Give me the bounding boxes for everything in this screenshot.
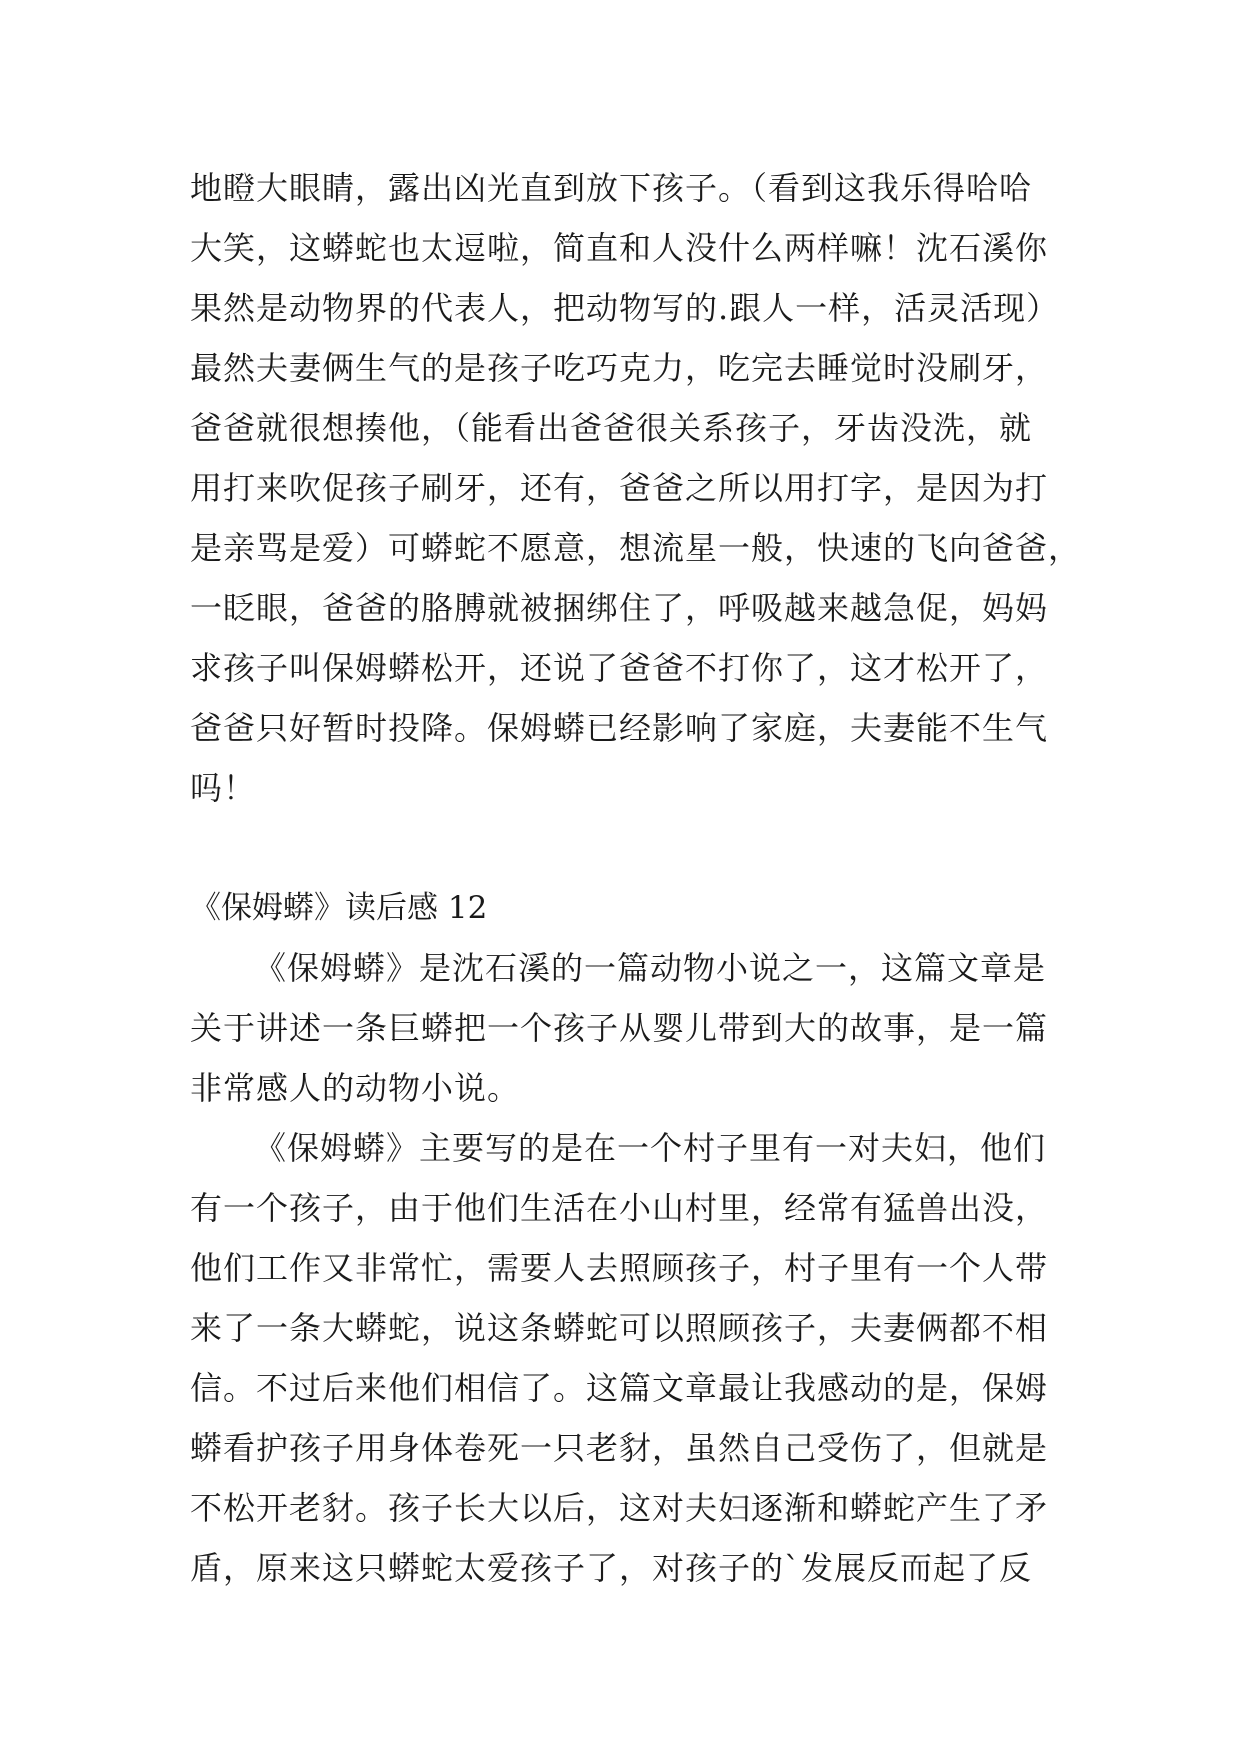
text-line: 最然夫妻俩生气的是孩子吃巧克力，吃完去睡觉时没刷牙， bbox=[190, 349, 1049, 387]
text-line: 用打来吹促孩子刷牙，还有，爸爸之所以用打字，是因为打 bbox=[190, 469, 1049, 507]
text-line: 关于讲述一条巨蟒把一个孩子从婴儿带到大的故事，是一篇 bbox=[190, 1009, 1049, 1047]
text-line: 非常感人的动物小说。 bbox=[190, 1069, 521, 1107]
text-line: 信。不过后来他们相信了。这篇文章最让我感动的是，保姆 bbox=[190, 1369, 1049, 1407]
text-line: 有一个孩子，由于他们生活在小山村里，经常有猛兽出没， bbox=[190, 1189, 1049, 1227]
section-spacer bbox=[190, 818, 1060, 878]
text-line: 地瞪大眼睛，露出凶光直到放下孩子。（看到这我乐得哈哈 bbox=[190, 169, 1033, 207]
text-line: 盾，原来这只蟒蛇太爱孩子了，对孩子的`发展反而起了反 bbox=[190, 1549, 1033, 1587]
text-line: 他们工作又非常忙，需要人去照顾孩子，村子里有一个人带 bbox=[190, 1249, 1049, 1287]
text-line: 《保姆蟒》主要写的是在一个村子里有一对夫妇，他们 bbox=[254, 1129, 1047, 1167]
text-line: 来了一条大蟒蛇，说这条蟒蛇可以照顾孩子，夫妻俩都不相 bbox=[190, 1309, 1049, 1347]
text-line: 是亲骂是爱）可蟒蛇不愿意，想流星一般，快速的飞向爸爸， bbox=[190, 529, 1082, 567]
paragraph-continued bbox=[190, 158, 1082, 818]
text-line: 爸爸就很想揍他，（能看出爸爸很关系孩子，牙齿没洗，就 bbox=[190, 409, 1033, 447]
text-line: 吗！ bbox=[190, 769, 257, 807]
text-line: 爸爸只好暂时投降。保姆蟒已经影响了家庭，夫妻能不生气 bbox=[190, 709, 1049, 747]
text-line: 求孩子叫保姆蟒松开，还说了爸爸不打你了，这才松开了， bbox=[190, 649, 1049, 687]
text-line: 一眨眼，爸爸的胳膊就被捆绑住了，呼吸越来越急促，妈妈 bbox=[190, 589, 1049, 627]
paragraph-1 bbox=[190, 938, 1060, 1118]
paragraph-2 bbox=[190, 1118, 1060, 1598]
text-line: 蟒看护孩子用身体卷死一只老豺，虽然自己受伤了，但就是 bbox=[190, 1429, 1049, 1467]
text-line: 大笑，这蟒蛇也太逗啦，简直和人没什么两样嘛！沈石溪你 bbox=[190, 229, 1049, 267]
section-title: 《保姆蟒》读后感 12 bbox=[190, 890, 488, 926]
text-line: 不松开老豺。孩子长大以后，这对夫妇逐渐和蟒蛇产生了矛 bbox=[190, 1489, 1049, 1527]
text-line: 《保姆蟒》是沈石溪的一篇动物小说之一，这篇文章是 bbox=[254, 949, 1047, 987]
document-body bbox=[190, 158, 1082, 1598]
text-line: 果然是动物界的代表人，把动物写的.跟人一样，活灵活现） bbox=[190, 289, 1060, 327]
